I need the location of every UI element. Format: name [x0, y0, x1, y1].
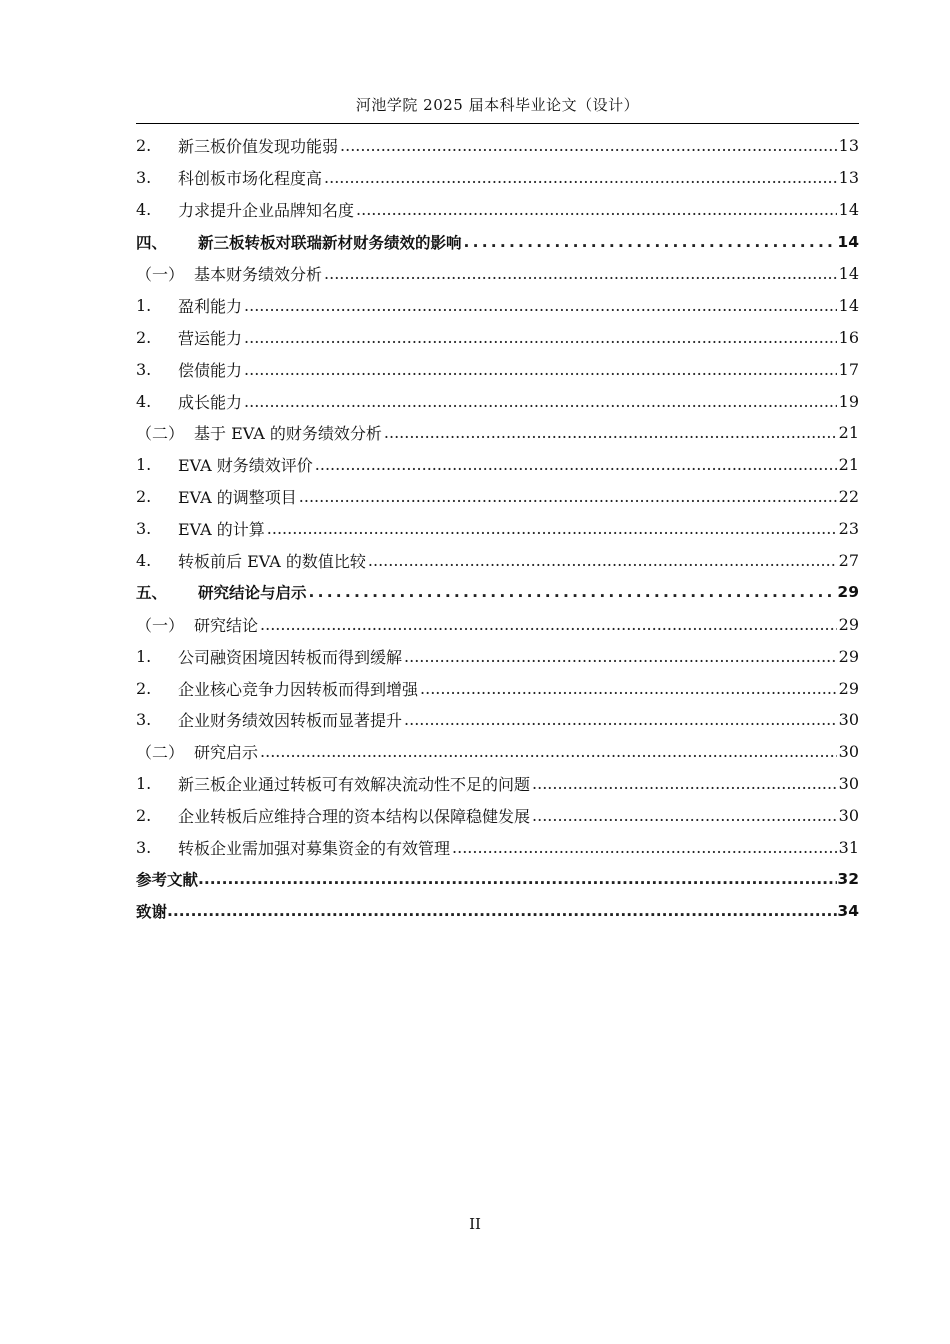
toc-dot-leader	[167, 902, 837, 920]
toc-entry-title: 科创板市场化程度高	[178, 169, 323, 189]
toc-entry-page: 27	[838, 551, 859, 571]
toc-entry-page: 34	[837, 902, 859, 921]
toc-entry-title: 研究结论与启示	[198, 584, 307, 603]
toc-entry[interactable]	[136, 800, 859, 832]
toc-entry-number: 2.	[136, 327, 152, 347]
toc-entry-title: EVA 财务绩效评价	[178, 456, 313, 476]
toc-entry-title: 研究启示	[194, 743, 259, 763]
toc-entry-number: （二）	[136, 424, 185, 444]
toc-entry-page: 30	[838, 806, 859, 826]
toc-entry-page: 21	[838, 455, 859, 475]
toc-entry-page: 30	[838, 710, 859, 730]
toc-entry-page: 29	[838, 614, 859, 634]
toc-entry[interactable]	[136, 832, 859, 864]
toc-entry-page: 13	[838, 168, 859, 188]
toc-entry-page: 14	[838, 295, 859, 315]
toc-entry-number: 2.	[136, 487, 152, 507]
table-of-contents	[136, 130, 859, 927]
toc-entry-title: 基于 EVA 的财务绩效分析	[194, 424, 382, 444]
toc-entry-title: 力求提升企业品牌知名度	[178, 201, 355, 221]
toc-entry-number: 3.	[136, 838, 152, 858]
toc-entry-title: EVA 的调整项目	[178, 488, 297, 508]
toc-dot-leader	[356, 200, 837, 219]
toc-entry[interactable]	[136, 162, 859, 194]
toc-entry-number: 1.	[136, 455, 152, 475]
toc-entry[interactable]	[136, 640, 859, 672]
toc-dot-leader	[464, 233, 836, 251]
toc-dot-leader	[260, 615, 837, 634]
toc-entry-number: 3.	[136, 710, 152, 730]
toc-dot-leader	[244, 360, 837, 379]
toc-entry-page: 29	[838, 678, 859, 698]
toc-entry[interactable]	[136, 672, 859, 704]
toc-entry-title: 新三板转板对联瑞新材财务绩效的影响	[198, 233, 462, 252]
toc-entry[interactable]	[136, 130, 859, 162]
toc-dot-leader	[324, 168, 837, 187]
toc-entry-number: （一）	[136, 265, 185, 284]
toc-dot-leader	[244, 392, 837, 411]
toc-dot-leader	[420, 679, 837, 698]
toc-dot-leader	[404, 710, 837, 729]
toc-entry-page: 21	[838, 423, 859, 443]
toc-entry[interactable]	[136, 417, 859, 449]
toc-entry[interactable]	[136, 704, 859, 736]
toc-entry[interactable]	[136, 895, 859, 927]
toc-entry[interactable]	[136, 736, 859, 768]
toc-dot-leader	[532, 774, 837, 793]
toc-entry-page: 14	[838, 264, 859, 283]
toc-entry-number: 4.	[136, 200, 152, 220]
toc-entry[interactable]	[136, 226, 859, 258]
toc-entry-title: 企业财务绩效因转板而显著提升	[178, 711, 403, 731]
toc-entry[interactable]	[136, 768, 859, 800]
toc-entry[interactable]	[136, 863, 859, 895]
toc-entry-number: 1.	[136, 646, 152, 666]
toc-entry-number: 2.	[136, 678, 152, 698]
toc-entry-title: 转板企业需加强对募集资金的有效管理	[178, 839, 451, 859]
toc-entry[interactable]	[136, 385, 859, 417]
toc-dot-leader	[260, 742, 837, 761]
toc-entry-page: 17	[838, 359, 859, 379]
toc-entry[interactable]	[136, 513, 859, 545]
toc-entry-title: 营运能力	[178, 328, 243, 348]
toc-entry-title: 企业核心竞争力因转板而得到增强	[178, 679, 419, 699]
toc-entry-title: EVA 的计算	[178, 520, 265, 540]
toc-dot-leader	[384, 423, 837, 442]
toc-entry[interactable]	[136, 321, 859, 353]
toc-entry[interactable]	[136, 353, 859, 385]
toc-entry-number: 3.	[136, 168, 152, 188]
toc-entry-title: 新三板价值发现功能弱	[178, 137, 339, 157]
toc-dot-leader	[244, 296, 837, 315]
toc-dot-leader	[315, 455, 837, 474]
toc-entry-number: 五、	[136, 584, 168, 603]
toc-entry-title: 研究结论	[194, 615, 259, 635]
toc-entry[interactable]	[136, 608, 859, 640]
toc-entry-number: 3.	[136, 359, 152, 379]
toc-entry-number: 四、	[136, 233, 168, 252]
toc-entry-page: 22	[838, 487, 859, 507]
toc-entry-title: 致谢	[136, 903, 168, 922]
toc-dot-leader	[324, 264, 837, 283]
toc-entry-number: 4.	[136, 551, 152, 571]
toc-dot-leader	[452, 838, 837, 857]
toc-entry-page: 31	[838, 838, 859, 858]
toc-entry-number: （二）	[136, 743, 185, 763]
toc-entry-title: 基本财务绩效分析	[194, 265, 323, 284]
toc-entry[interactable]	[136, 258, 859, 290]
toc-dot-leader	[267, 519, 837, 538]
page-number: II	[469, 1215, 481, 1233]
toc-entry-page: 14	[837, 232, 859, 251]
toc-entry-page: 16	[838, 327, 859, 347]
toc-entry[interactable]	[136, 545, 859, 577]
page-header: 河池学院 2025 届本科毕业论文（设计）	[355, 96, 640, 114]
toc-dot-leader	[340, 136, 837, 155]
toc-dot-leader	[368, 551, 837, 570]
toc-entry-page: 30	[838, 742, 859, 762]
toc-entry-page: 30	[838, 774, 859, 794]
toc-entry-title: 偿债能力	[178, 360, 243, 380]
toc-entry-number: （一）	[136, 615, 185, 635]
toc-entry-page: 32	[837, 870, 859, 889]
toc-dot-leader	[299, 487, 837, 506]
toc-entry-page: 29	[838, 646, 859, 666]
toc-entry-title: 转板前后 EVA 的数值比较	[178, 552, 366, 572]
toc-entry-page: 29	[837, 583, 859, 602]
toc-entry-number: 1.	[136, 774, 152, 794]
toc-entry[interactable]	[136, 289, 859, 321]
toc-entry-page: 13	[838, 136, 859, 156]
toc-entry[interactable]	[136, 481, 859, 513]
toc-entry-title: 企业转板后应维持合理的资本结构以保障稳健发展	[178, 807, 531, 827]
toc-entry-number: 2.	[136, 806, 152, 826]
toc-entry[interactable]	[136, 194, 859, 226]
toc-dot-leader	[198, 870, 837, 888]
toc-entry-number: 2.	[136, 136, 152, 156]
toc-dot-leader	[309, 583, 836, 601]
toc-entry-number: 4.	[136, 391, 152, 411]
toc-entry-number: 3.	[136, 519, 152, 539]
toc-entry-title: 成长能力	[178, 392, 243, 412]
toc-entry-title: 公司融资困境因转板而得到缓解	[178, 647, 403, 667]
header-rule	[136, 123, 859, 124]
toc-entry-page: 19	[838, 391, 859, 411]
toc-dot-leader	[532, 806, 837, 825]
toc-entry-page: 14	[838, 200, 859, 220]
toc-entry[interactable]	[136, 449, 859, 481]
toc-dot-leader	[244, 328, 837, 347]
toc-entry[interactable]	[136, 576, 859, 608]
toc-dot-leader	[404, 647, 837, 666]
toc-entry-title: 新三板企业通过转板可有效解决流动性不足的问题	[178, 775, 531, 795]
toc-entry-title: 盈利能力	[178, 296, 243, 316]
toc-entry-page: 23	[838, 519, 859, 539]
toc-entry-number: 1.	[136, 295, 152, 315]
toc-entry-title: 参考文献	[136, 871, 199, 890]
